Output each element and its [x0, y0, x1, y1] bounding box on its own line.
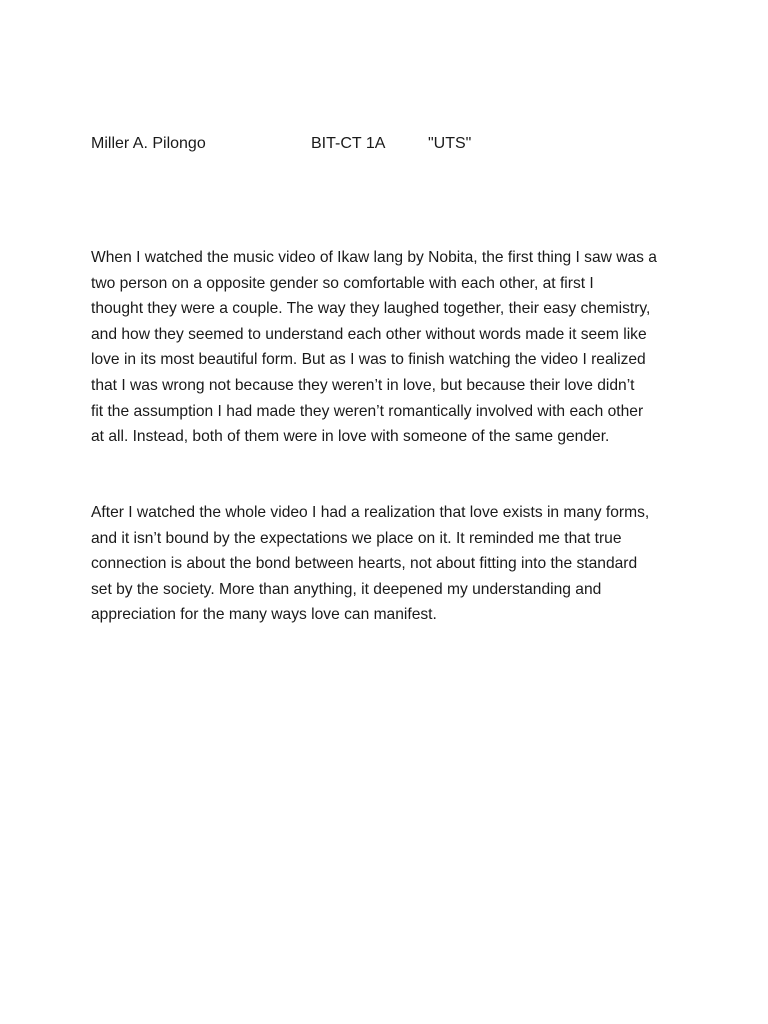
paragraph-line: set by the society. More than anything, it deepened my understanding and — [91, 580, 602, 598]
paragraph-line: appreciation for the many ways love can manifest. — [91, 606, 437, 624]
paragraph-line: and it isn’t bound by the expectations we place on it. It reminded me that true — [91, 529, 622, 547]
paragraph-line: love in its most beautiful form. But as I was to finish watching the video I realized — [91, 351, 646, 369]
course-section: BIT-CT 1A — [311, 135, 386, 152]
paragraph-line: fit the assumption I had made they weren’t romantically involved with each other — [91, 402, 644, 420]
paragraph-line: two person on a opposite gender so comfortable with each other, at first I — [91, 274, 594, 292]
paragraph-line: that I was wrong not because they weren’t in love, but because their love didn’t — [91, 376, 635, 394]
paragraph-line: After I watched the whole video I had a realization that love exists in many forms, — [91, 504, 650, 521]
paragraph-line: connection is about the bond between hearts, not about fitting into the standard — [91, 555, 638, 573]
paragraph-line: at all. Instead, both of them were in love with someone of the same gender. — [91, 428, 610, 446]
paragraph-2 — [91, 500, 683, 628]
paragraph-line: thought they were a couple. The way they laughed together, their easy chemistry, — [91, 300, 651, 318]
author-name: Miller A. Pilongo — [91, 135, 206, 152]
paragraph-line: When I watched the music video of Ikaw lang by Nobita, the first thing I saw was a — [91, 249, 657, 266]
exam-label: "UTS" — [428, 135, 472, 152]
paragraph-1 — [91, 245, 683, 450]
paragraph-line: and how they seemed to understand each other without words made it seem like — [91, 325, 647, 343]
